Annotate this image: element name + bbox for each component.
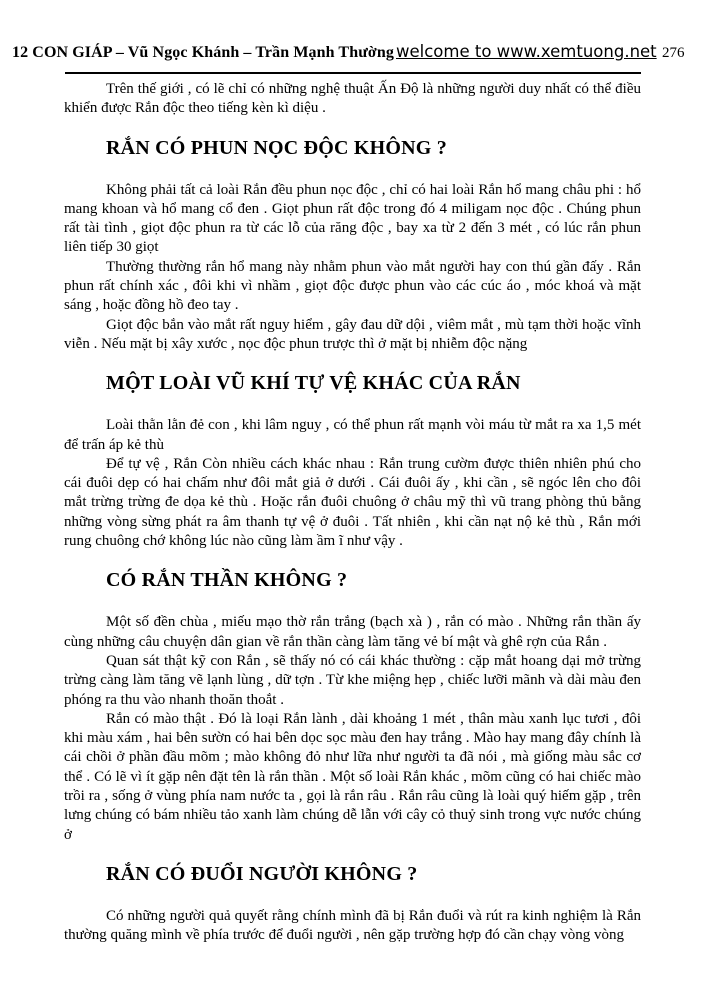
- paragraph: Rắn có mào thật . Đó là loại Rắn lành , dài khoảng 1 mét , thân màu xanh lục tươi , đôi khi màu xám , hai bên sườn có hai bên dọc sọc màu đen hay trắng . Mào hay mang đây chính là cái chồi ở phần đầu mõm ; mào không đỏ như lữa như người ta đã nói , mà giống màu sắc cơ thể . Có lẽ vì ít gặp nên đặt tên là rắn thần . Một số loài Rắn khác , mõm cũng có hai chiếc mào trồi ra , sống ở vùng phía nam nước ta , gọi là rắn râu . Rắn râu cũng là loài quý hiếm gặp , trên lưng chúng có bám nhiều tảo xanh làm chúng dễ lẫn với cây cỏ thuỷ sinh trong vực nước chúng ở: [64, 710, 641, 843]
- section-heading-vu-khi: MỘT LOÀI VŨ KHÍ TỰ VỆ KHÁC CỦA RẮN: [106, 372, 521, 395]
- book-title: 12 CON GIÁP – Vũ Ngọc Khánh – Trần Mạnh Thường: [12, 44, 394, 61]
- section-heading-ran-than: CÓ RẮN THẦN KHÔNG ?: [106, 569, 348, 592]
- header-divider: [65, 72, 641, 74]
- paragraph: Có những người quả quyết rằng chính mình đã bị Rắn đuổi và rút ra kinh nghiệm là Rắn thường quăng mình về phía trước để đuổi người , nên gặp trường hợp đó cần chạy vòng vòng: [64, 907, 641, 944]
- paragraph: Thường thường rắn hổ mang này nhằm phun vào mắt người hay con thú gần đấy . Rắn phun rất chính xác , đôi khi vì nhầm , giọt độc được phun vào các cúc áo , móc khoá và mặt sáng , hoặc đồng hồ đeo tay .: [64, 258, 641, 314]
- section-heading-phun-noc: RẮN CÓ PHUN NỌC ĐỘC KHÔNG ?: [106, 136, 447, 159]
- page-body: [64, 80, 641, 946]
- paragraph: Để tự vệ , Rắn Còn nhiều cách khác nhau : Rắn trung cườm được thiên nhiên phú cho cái đuôi dẹp có hai chấm như đôi mắt giả ở dưới . Cái đuôi ấy , khi cần , sẽ ngóc lên cho đôi mắt trừng trừng đe dọa kẻ thù . Hoặc rắn đuôi chuông ở châu mỹ thì vũ trang phòng thủ bằng những vòng sừng phát ra âm thanh tự vệ ở đuôi . Tất nhiên , khi cần nạt nộ kẻ thù , Rắn mới rung chuông chớ không lúc nào cũng làm ầm ĩ như vậy .: [64, 455, 641, 550]
- paragraph: Quan sát thật kỹ con Rắn , sẽ thấy nó có cái khác thường : cặp mắt hoang dại mở trừng trừng càng làm tăng vẽ lạnh lùng , dữ tợn . Từ khe miệng hẹp , chiếc lưỡi mãnh và dài màu đen phóng ra thu vào nhanh thoăn thoắt .: [64, 652, 641, 708]
- page-number: 276: [662, 45, 685, 61]
- paragraph: Một số đền chùa , miếu mạo thờ rắn trắng (bạch xà ) , rắn có mào . Những rắn thần ấy cùng những câu chuyện dân gian về rắn thần càng làm tăng vẻ bí mật và ghê rợn của Rắn .: [64, 614, 641, 650]
- website-link[interactable]: welcome to www.xemtuong.net: [396, 42, 657, 61]
- section-heading-duoi-nguoi: RẮN CÓ ĐUỔI NGƯỜI KHÔNG ?: [106, 862, 418, 885]
- paragraph: Loài thằn lằn đẻ con , khi lâm nguy , có thể phun rất mạnh vòi máu từ mắt ra xa 1,5 mét để trấn áp kẻ thù: [64, 417, 641, 453]
- paragraph: Giọt độc bắn vào mắt rất nguy hiểm , gây đau dữ dội , viêm mắt , mù tạm thời hoặc vĩnh viễn . Nếu mặt bị xây xước , nọc độc phun trược thì ở mặt bị nhiễm độc nặng: [64, 316, 641, 352]
- intro-paragraph: Trên thế giới , có lẽ chỉ có những nghệ thuật Ấn Độ là những người duy nhất có thể điều khiển được Rắn độc theo tiếng kèn kì diệu .: [64, 81, 641, 117]
- paragraph: Không phải tất cả loài Rắn đều phun nọc độc , chỉ có hai loài Rắn hổ mang châu phi : hổ mang khoan và hổ mang cổ đen . Giọt phun rất độc trong đó 4 miligam nọc độc . Chúng phun rất tài tình , giọt độc phun ra từ các lỗ của răng độc , bay xa từ 2 đến 3 mét , có lúc rắn phun liên tiếp 30 giọt: [64, 181, 641, 256]
